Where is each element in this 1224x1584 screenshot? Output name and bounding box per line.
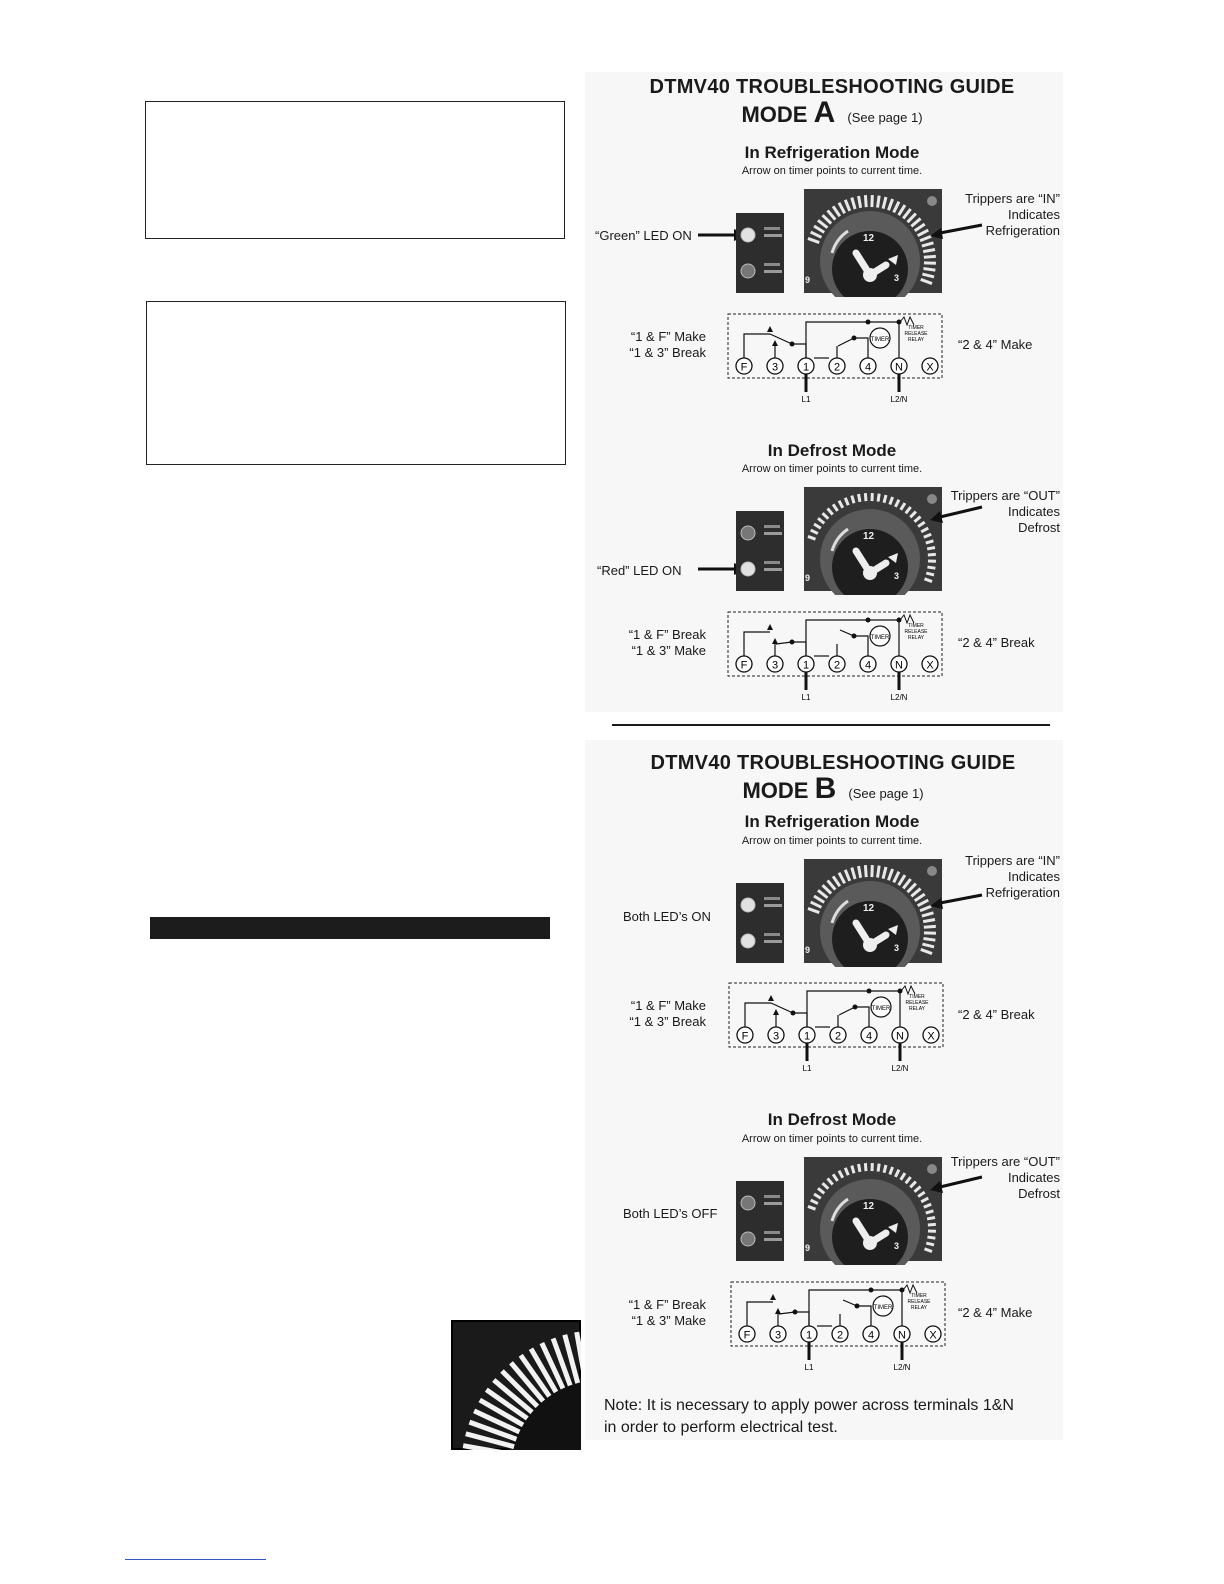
trippers-line1: Trippers are “IN” (965, 191, 1060, 206)
a-defrost-subheading: Arrow on timer points to current time. (741, 463, 923, 475)
panel-label-mark (764, 1202, 782, 1205)
arrow-to-f (767, 624, 773, 630)
relay-label-line2: RELEASE (905, 1000, 929, 1006)
trippers-line1: Trippers are “OUT” (950, 1154, 1060, 1169)
footer-rule-link[interactable] (125, 1559, 266, 1560)
tripper-arrow-shaft (940, 1177, 982, 1187)
contacts-line1: “1 & F” Make (630, 329, 706, 344)
contacts-line1: “1 & F” Break (628, 627, 706, 642)
panel-label-mark (764, 270, 782, 273)
contacts-line2: “1 & 3” Break (629, 1014, 706, 1029)
panel-label-mark (764, 940, 782, 943)
hand-hub (863, 1236, 877, 1250)
electrical-test-note (604, 1395, 1064, 1439)
tripper-tooth (859, 1164, 860, 1172)
bus-node (900, 1288, 905, 1293)
tripper-tooth (865, 865, 866, 877)
dial-number-9: 9 (805, 945, 811, 955)
b-refrig-led-label: Both LED’s ON (623, 909, 711, 924)
contacts-line1: “1 & F” Break (628, 1297, 706, 1312)
relay-coil-zigzag (901, 986, 915, 994)
relay-coil-zigzag (900, 615, 914, 623)
tripper-tooth (928, 554, 936, 555)
hand-hub (863, 268, 877, 282)
trippers-line3: Refrigeration (985, 223, 1060, 238)
b-defrost-heading: In Defrost Mode (767, 1110, 897, 1129)
l2n-label: L2/N (891, 1064, 909, 1073)
l2n-label: L2/N (890, 395, 908, 404)
lower-led (741, 562, 755, 576)
b-defrost-contacts-left (596, 1297, 706, 1329)
relay-label-line3: RELAY (910, 1305, 928, 1311)
led-panel (736, 1181, 784, 1261)
b-refrig-contacts-right: “2 & 4” Break (958, 1007, 1035, 1022)
tripper-tooth (923, 920, 935, 922)
a-refrig-led-label: “Green” LED ON (595, 228, 692, 243)
terminal-label-3: 3 (771, 361, 779, 374)
tripper-tooth (859, 494, 860, 502)
arrow-to-f (768, 995, 774, 1001)
b-refrig-subheading: Arrow on timer points to current time. (741, 835, 923, 847)
relay-coil-zigzag (903, 1285, 917, 1293)
b-defrost-wiring-diagram (729, 1280, 951, 1375)
switch-1-blade (771, 1003, 793, 1013)
upper-led (741, 1196, 755, 1210)
tripper-arrow-shaft (940, 507, 982, 517)
tripper-tooth (927, 567, 935, 568)
guide-a-see-page: (See page 1) (847, 110, 923, 125)
contacts-line1: “1 & F” Make (630, 998, 706, 1013)
upper-led (741, 228, 755, 242)
switch-2-blade (839, 1007, 855, 1015)
mounting-screw (927, 196, 937, 206)
tripper-tooth (927, 1237, 935, 1238)
panel-label-mark (764, 1195, 780, 1198)
arrow-to-3 (772, 340, 778, 346)
b-defrost-subheading: Arrow on timer points to current time. (741, 1133, 923, 1145)
arrow-to-3 (775, 1308, 781, 1314)
a-defrost-wiring-diagram (726, 610, 948, 705)
relay-label-line1: TIMER (909, 994, 925, 1000)
terminal-label-f: F (740, 659, 748, 672)
terminal-label-1: 1 (802, 361, 810, 374)
timer-dial (804, 859, 942, 967)
b-refrig-wiring-diagram (727, 981, 949, 1076)
panel-label-mark (764, 1231, 780, 1234)
guide-b-mode (553, 772, 1113, 806)
a-defrost-led-label: “Red” LED ON (597, 563, 682, 578)
trippers-line1: Trippers are “OUT” (950, 488, 1060, 503)
terminal-label-4: 4 (864, 361, 872, 374)
a-refrig-wiring-diagram (726, 312, 948, 407)
note-line2: in order to perform electrical test. (604, 1419, 838, 1436)
timer-dial (804, 189, 942, 297)
led-panel (736, 213, 784, 293)
dial-number-3: 3 (894, 571, 900, 581)
l2n-label: L2/N (890, 693, 908, 702)
bus-node (869, 1288, 874, 1293)
hand-hub (863, 938, 877, 952)
terminal-label-n: N (895, 361, 903, 374)
arrow-to-3 (773, 1009, 779, 1015)
contacts-line2: “1 & 3” Break (629, 345, 706, 360)
section-divider (612, 724, 1050, 726)
panel-label-mark (764, 561, 780, 564)
panel-label-mark (764, 568, 782, 571)
tripper-tooth (859, 866, 861, 878)
relay-label-line2: RELEASE (904, 331, 928, 337)
switch-1-blade (776, 642, 792, 644)
bus-node (866, 618, 871, 623)
a-refrig-heading: In Refrigeration Mode (744, 143, 920, 162)
guide-b-title: DTMV40 TROUBLESHOOTING GUIDE (650, 752, 1016, 774)
terminal-label-f: F (740, 361, 748, 374)
l1-label: L1 (802, 1064, 812, 1073)
tripper-tooth (924, 256, 936, 257)
b-refrig-contacts-left (596, 998, 706, 1030)
tripper-tooth (923, 269, 935, 271)
mounting-screw (927, 866, 937, 876)
terminal-label-x: X (927, 1030, 935, 1043)
trippers-line2: Indicates (1007, 504, 1060, 519)
terminal-4-lead (857, 1306, 871, 1326)
led-panel-background (736, 883, 784, 963)
timer-motor-label: TIMER (873, 1305, 893, 1311)
tripper-tooth (878, 866, 880, 878)
mounting-screw (927, 1164, 937, 1174)
guide-a-mode-letter: A (813, 96, 836, 129)
switch-1-common (793, 1013, 807, 1027)
tripper-tooth (878, 494, 879, 502)
terminal-4-lead (854, 338, 868, 358)
tripper-tooth (927, 548, 935, 549)
timer-dial (804, 1157, 942, 1265)
mounting-screw (927, 494, 937, 504)
l1-label: L1 (801, 693, 811, 702)
tripper-tooth (884, 1165, 886, 1173)
terminal-label-2: 2 (833, 361, 841, 374)
tripper-tooth (859, 196, 861, 208)
lower-led (741, 1232, 755, 1246)
tripper-tooth (928, 1224, 936, 1225)
lower-led (741, 264, 755, 278)
tripper-tooth (852, 1166, 854, 1174)
a-refrig-contacts-right: “2 & 4” Make (958, 337, 1033, 352)
a-defrost-heading: In Defrost Mode (767, 441, 897, 460)
terminal-f-lead (744, 632, 770, 656)
contacts-line2: “1 & 3” Make (631, 1313, 706, 1328)
terminal-label-x: X (929, 1329, 937, 1342)
trippers-line3: Defrost (1018, 520, 1060, 535)
terminal-4-lead (855, 1007, 869, 1027)
b-refrig-timer-photo (590, 855, 1060, 967)
trippers-line2: Indicates (1007, 869, 1060, 884)
panel-label-mark (764, 525, 780, 528)
terminal-f-lead (747, 1302, 773, 1326)
arrow-to-f (767, 326, 773, 332)
lower-led (741, 934, 755, 948)
terminal-label-2: 2 (833, 659, 841, 672)
a-refrig-timer-photo (590, 185, 1060, 297)
trippers-line2: Indicates (1007, 207, 1060, 222)
timer-dial (804, 487, 942, 595)
tripper-tooth (923, 250, 935, 252)
relay-label-line2: RELEASE (904, 629, 928, 635)
panel-label-mark (764, 532, 782, 535)
l1-label: L1 (804, 1363, 814, 1372)
relay-coil-zigzag (900, 317, 914, 325)
guide-b-mode-letter: B (814, 772, 837, 805)
terminal-label-n: N (896, 1030, 904, 1043)
a-defrost-contacts-left (596, 627, 706, 659)
terminal-f-lead (745, 1003, 771, 1027)
bus-node (866, 320, 871, 325)
terminal-label-2: 2 (834, 1030, 842, 1043)
l1-label: L1 (801, 395, 811, 404)
dial-number-12: 12 (863, 1201, 875, 1212)
tripper-tooth (878, 1164, 879, 1172)
terminal-label-4: 4 (864, 659, 872, 672)
terminal-label-1: 1 (805, 1329, 813, 1342)
switch-2-blade (838, 338, 854, 346)
terminal-label-f: F (741, 1030, 749, 1043)
relay-label-line3: RELAY (907, 337, 925, 343)
panel-label-mark (764, 227, 780, 230)
tripper-tooth (923, 939, 935, 941)
guide-b-see-page: (See page 1) (848, 786, 924, 801)
led-panel-background (736, 511, 784, 591)
switch-1-common (795, 1312, 809, 1326)
terminal-label-3: 3 (774, 1329, 782, 1342)
tripper-dial-graphic (451, 1320, 581, 1450)
arrow-to-f (770, 1294, 776, 1300)
panel-label-mark (764, 897, 780, 900)
b-defrost-contacts-right: “2 & 4” Make (958, 1305, 1033, 1320)
arrow-to-3 (772, 638, 778, 644)
tripper-tooth (926, 1243, 934, 1245)
terminal-label-x: X (926, 361, 934, 374)
tripper-dial-photo (451, 1320, 581, 1450)
a-refrig-subheading: Arrow on timer points to current time. (741, 165, 923, 177)
terminal-f-lead (744, 334, 770, 358)
terminal-label-n: N (898, 1329, 906, 1342)
a-defrost-timer-photo (590, 483, 1060, 595)
b-defrost-led-label: Both LED’s OFF (623, 1206, 718, 1221)
dial-number-9: 9 (805, 573, 811, 583)
bus-node (898, 989, 903, 994)
tripper-tooth (926, 1211, 934, 1213)
dial-number-9: 9 (805, 275, 811, 285)
tripper-arrow-shaft (940, 225, 982, 233)
tripper-tooth (927, 1218, 935, 1219)
panel-label-mark (764, 904, 782, 907)
led-panel-background (736, 1181, 784, 1261)
guide-b-mode-word: MODE (742, 778, 809, 803)
dial-number-12: 12 (863, 903, 875, 914)
relay-label-line1: TIMER (908, 623, 924, 629)
black-heading-bar (150, 917, 550, 939)
terminal-label-f: F (743, 1329, 751, 1342)
trippers-line1: Trippers are “IN” (965, 853, 1060, 868)
blank-box-top (145, 101, 565, 239)
switch-1-common (792, 344, 806, 358)
switch-2-blade (840, 630, 854, 636)
contacts-line2: “1 & 3” Make (631, 643, 706, 658)
tripper-tooth (878, 196, 880, 208)
hand-hub (863, 566, 877, 580)
l2n-label: L2/N (893, 1363, 911, 1372)
relay-label-line1: TIMER (911, 1293, 927, 1299)
relay-label-line1: TIMER (908, 325, 924, 331)
terminal-label-1: 1 (802, 659, 810, 672)
terminal-label-x: X (926, 659, 934, 672)
blank-box-middle (146, 301, 566, 465)
dial-number-3: 3 (894, 1241, 900, 1251)
timer-motor-label: TIMER (870, 337, 890, 343)
led-panel (736, 883, 784, 963)
dial-number-12: 12 (863, 233, 875, 244)
terminal-label-2: 2 (836, 1329, 844, 1342)
switch-1-common (792, 642, 806, 656)
relay-label-line2: RELEASE (907, 1299, 931, 1305)
terminal-label-3: 3 (771, 659, 779, 672)
led-panel (736, 511, 784, 591)
tripper-tooth (926, 541, 934, 543)
guide-a-title: DTMV40 TROUBLESHOOTING GUIDE (649, 76, 1015, 98)
tripper-tooth (924, 926, 936, 927)
panel-label-mark (764, 234, 782, 237)
timer-motor-label: TIMER (871, 1006, 891, 1012)
switch-1-blade (770, 334, 792, 344)
led-panel-background (736, 213, 784, 293)
terminal-4-lead (854, 636, 868, 656)
switch-2-blade (843, 1300, 857, 1306)
timer-motor-label: TIMER (870, 635, 890, 641)
tripper-tooth (852, 496, 854, 504)
a-refrig-contacts-left (596, 329, 706, 361)
terminal-label-3: 3 (772, 1030, 780, 1043)
bus-node (897, 320, 902, 325)
terminal-label-n: N (895, 659, 903, 672)
dial-number-3: 3 (894, 943, 900, 953)
relay-label-line3: RELAY (908, 1006, 926, 1012)
dial-number-12: 12 (863, 531, 875, 542)
relay-label-line3: RELAY (907, 635, 925, 641)
bus-node (867, 989, 872, 994)
tripper-tooth (926, 573, 934, 575)
upper-led (741, 526, 755, 540)
tripper-tooth (865, 493, 866, 501)
note-line1: Note: It is necessary to apply power across terminals 1&N (604, 1397, 1014, 1414)
tripper-tooth (865, 1163, 866, 1171)
tripper-tooth (884, 495, 886, 503)
trippers-line3: Defrost (1018, 1186, 1060, 1201)
dial-number-9: 9 (805, 1243, 811, 1253)
terminal-label-4: 4 (865, 1030, 873, 1043)
dial-number-3: 3 (894, 273, 900, 283)
tripper-tooth (865, 195, 866, 207)
b-refrig-heading: In Refrigeration Mode (744, 812, 920, 831)
panel-label-mark (764, 263, 780, 266)
a-defrost-contacts-right: “2 & 4” Break (958, 635, 1035, 650)
terminal-label-4: 4 (867, 1329, 875, 1342)
panel-label-mark (764, 933, 780, 936)
trippers-line2: Indicates (1007, 1170, 1060, 1185)
switch-1-blade (779, 1312, 795, 1314)
upper-led (741, 898, 755, 912)
trippers-line3: Refrigeration (985, 885, 1060, 900)
guide-a-mode (552, 96, 1112, 130)
tripper-arrow-shaft (940, 895, 982, 903)
bus-node (897, 618, 902, 623)
terminal-label-1: 1 (803, 1030, 811, 1043)
guide-a-mode-word: MODE (741, 102, 808, 127)
b-defrost-timer-photo (590, 1153, 1060, 1265)
panel-label-mark (764, 1238, 782, 1241)
